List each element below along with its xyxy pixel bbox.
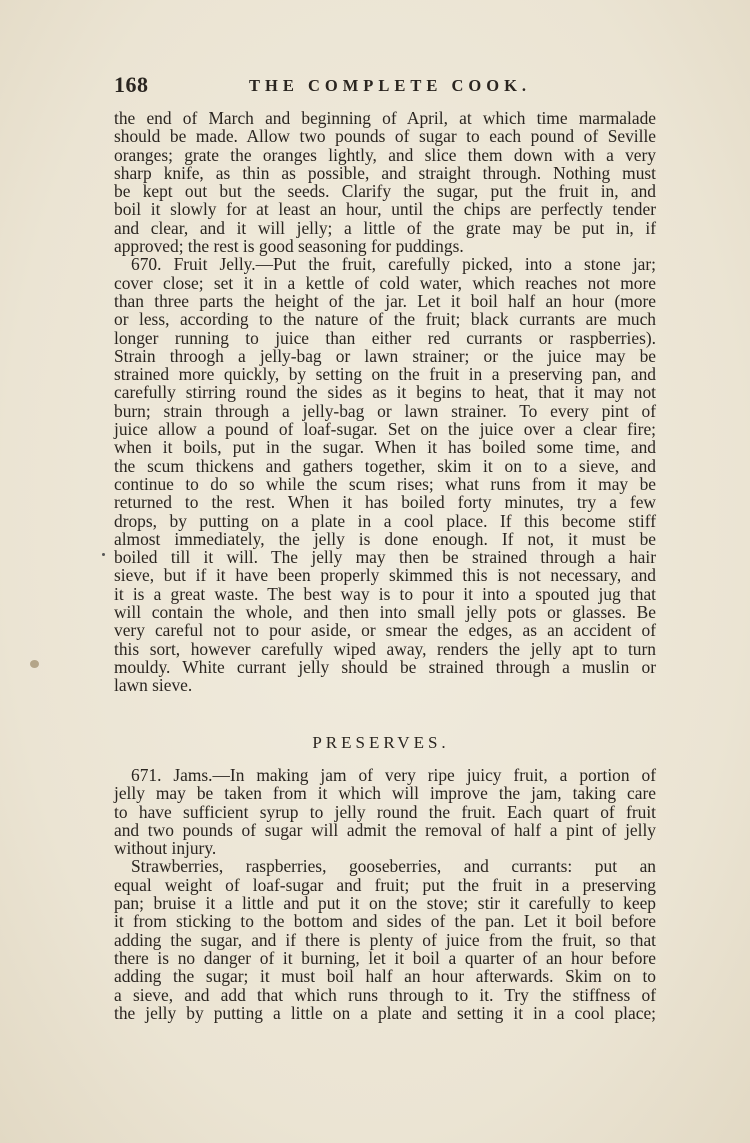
text-line: sharp knife, as thin as possible, and straight through. Nothing must <box>114 162 656 183</box>
text-line: Strain throogh a jelly-bag or lawn strainer; or the juice may be <box>114 345 656 366</box>
body-text-upper <box>114 109 656 695</box>
text-line: 670. Fruit Jelly.—Put the fruit, carefully picked, into a stone jar; <box>131 254 656 275</box>
text-line: 671. Jams.—In making jam of very ripe juicy fruit, a portion of <box>131 765 656 785</box>
text-line: the scum thickens and gathers together, skim it on to a sieve, and <box>114 455 656 476</box>
text-line: adding the sugar; it must boil half an hour afterwards. Skim on to <box>114 966 656 987</box>
text-line: Strawberries, raspberries, gooseberries, and currants: put an <box>131 856 656 877</box>
text-line: burn; strain through a jelly-bag or lawn strainer. To every pint of <box>114 400 656 421</box>
text-line: should be made. Allow two pounds of sugar to each pound of Seville <box>114 126 656 147</box>
text-line: this sort, however carefully wiped away, renders the jelly apt to turn <box>114 638 656 659</box>
page-header <box>114 72 654 102</box>
section-heading: PRESERVES. <box>312 733 450 752</box>
text-line: very careful not to pour aside, or smear the edges, as an accident of <box>114 620 656 641</box>
text-line: without injury. <box>114 838 217 859</box>
text-line: sieve, but if it have been properly skimmed this is not necessary, and <box>114 565 656 586</box>
text-line: almost immediately, the jelly is done enough. If not, it must be <box>114 528 656 549</box>
text-line: pan; bruise it a little and put it on the stove; stir it carefully to keep <box>114 893 656 914</box>
text-line: adding the sugar, and if there is plenty of juice from the fruit, so that <box>114 929 656 950</box>
foxing-spot <box>30 660 39 668</box>
text-line: it from sticking to the bottom and sides of the pan. Let it boil before <box>114 911 656 932</box>
text-line: cover close; set it in a kettle of cold water, which reaches not more <box>114 272 656 293</box>
body-text-lower <box>114 766 656 1022</box>
text-line: boil it slowly for at least an hour, until the chips are perfectly tender <box>114 199 656 220</box>
text-line: the end of March and beginning of April, at which time marmalade <box>114 108 656 128</box>
text-line: juice allow a pound of loaf-sugar. Set on the juice over a clear fire; <box>114 419 656 440</box>
text-line: drops, by putting on a plate in a cool place. If this become stiff <box>114 510 656 531</box>
text-line: the jelly by putting a little on a plate and setting it in a cool place; <box>114 1002 656 1023</box>
text-line: approved; the rest is good seasoning for puddings. <box>114 236 464 257</box>
text-line: continue to do so while the scum rises; what runs from it may be <box>114 473 656 494</box>
text-line: longer running to juice than either red currants or raspberries). <box>114 327 656 348</box>
text-line: returned to the rest. When it has boiled forty minutes, try a few <box>114 492 656 513</box>
text-line: will contain the whole, and then into small jelly pots or glasses. Be <box>114 602 656 623</box>
text-line: equal weight of loaf-sugar and fruit; put the fruit in a preserving <box>114 874 656 895</box>
text-line: and clear, and it will jelly; a little of the grate may be put in, if <box>114 217 656 238</box>
text-line: a sieve, and add that which runs through to it. Try the stiffness of <box>114 984 656 1005</box>
text-line: there is no danger of it burning, let it boil a quarter of an hour before <box>114 947 656 968</box>
text-line: to have sufficient syrup to jelly round the fruit. Each quart of fruit <box>114 801 656 822</box>
text-line: carefully stirring round the sides as it begins to heat, that it may not <box>114 382 656 403</box>
text-line: and two pounds of sugar will admit the removal of half a pint of jelly <box>114 819 656 840</box>
text-line: jelly may be taken from it which will improve the jam, taking care <box>114 783 656 804</box>
text-line: be kept out but the seeds. Clarify the sugar, put the fruit in, and <box>114 181 656 202</box>
text-line: lawn sieve. <box>114 675 193 696</box>
text-line: mouldy. White currant jelly should be strained through a muslin or <box>114 656 656 677</box>
text-line: when it boils, put in the sugar. When it has boiled some time, and <box>114 437 656 458</box>
foxing-spot <box>102 553 105 556</box>
text-line: strained more quickly, by setting on the fruit in a preserving pan, and <box>114 364 656 385</box>
text-line: or less, according to the nature of the fruit; black currants are much <box>114 309 656 330</box>
page-number: 168 <box>114 72 149 97</box>
text-line: oranges; grate the oranges lightly, and slice them down with a very <box>114 144 656 165</box>
running-head: THE COMPLETE COOK. <box>249 76 532 95</box>
text-line: it is a great waste. The best way is to pour it into a spouted jug that <box>114 583 656 604</box>
text-line: than three parts the height of the jar. Let it boil half an hour (more <box>114 290 656 311</box>
text-line: boiled till it will. The jelly may then be strained through a hair <box>114 547 656 568</box>
